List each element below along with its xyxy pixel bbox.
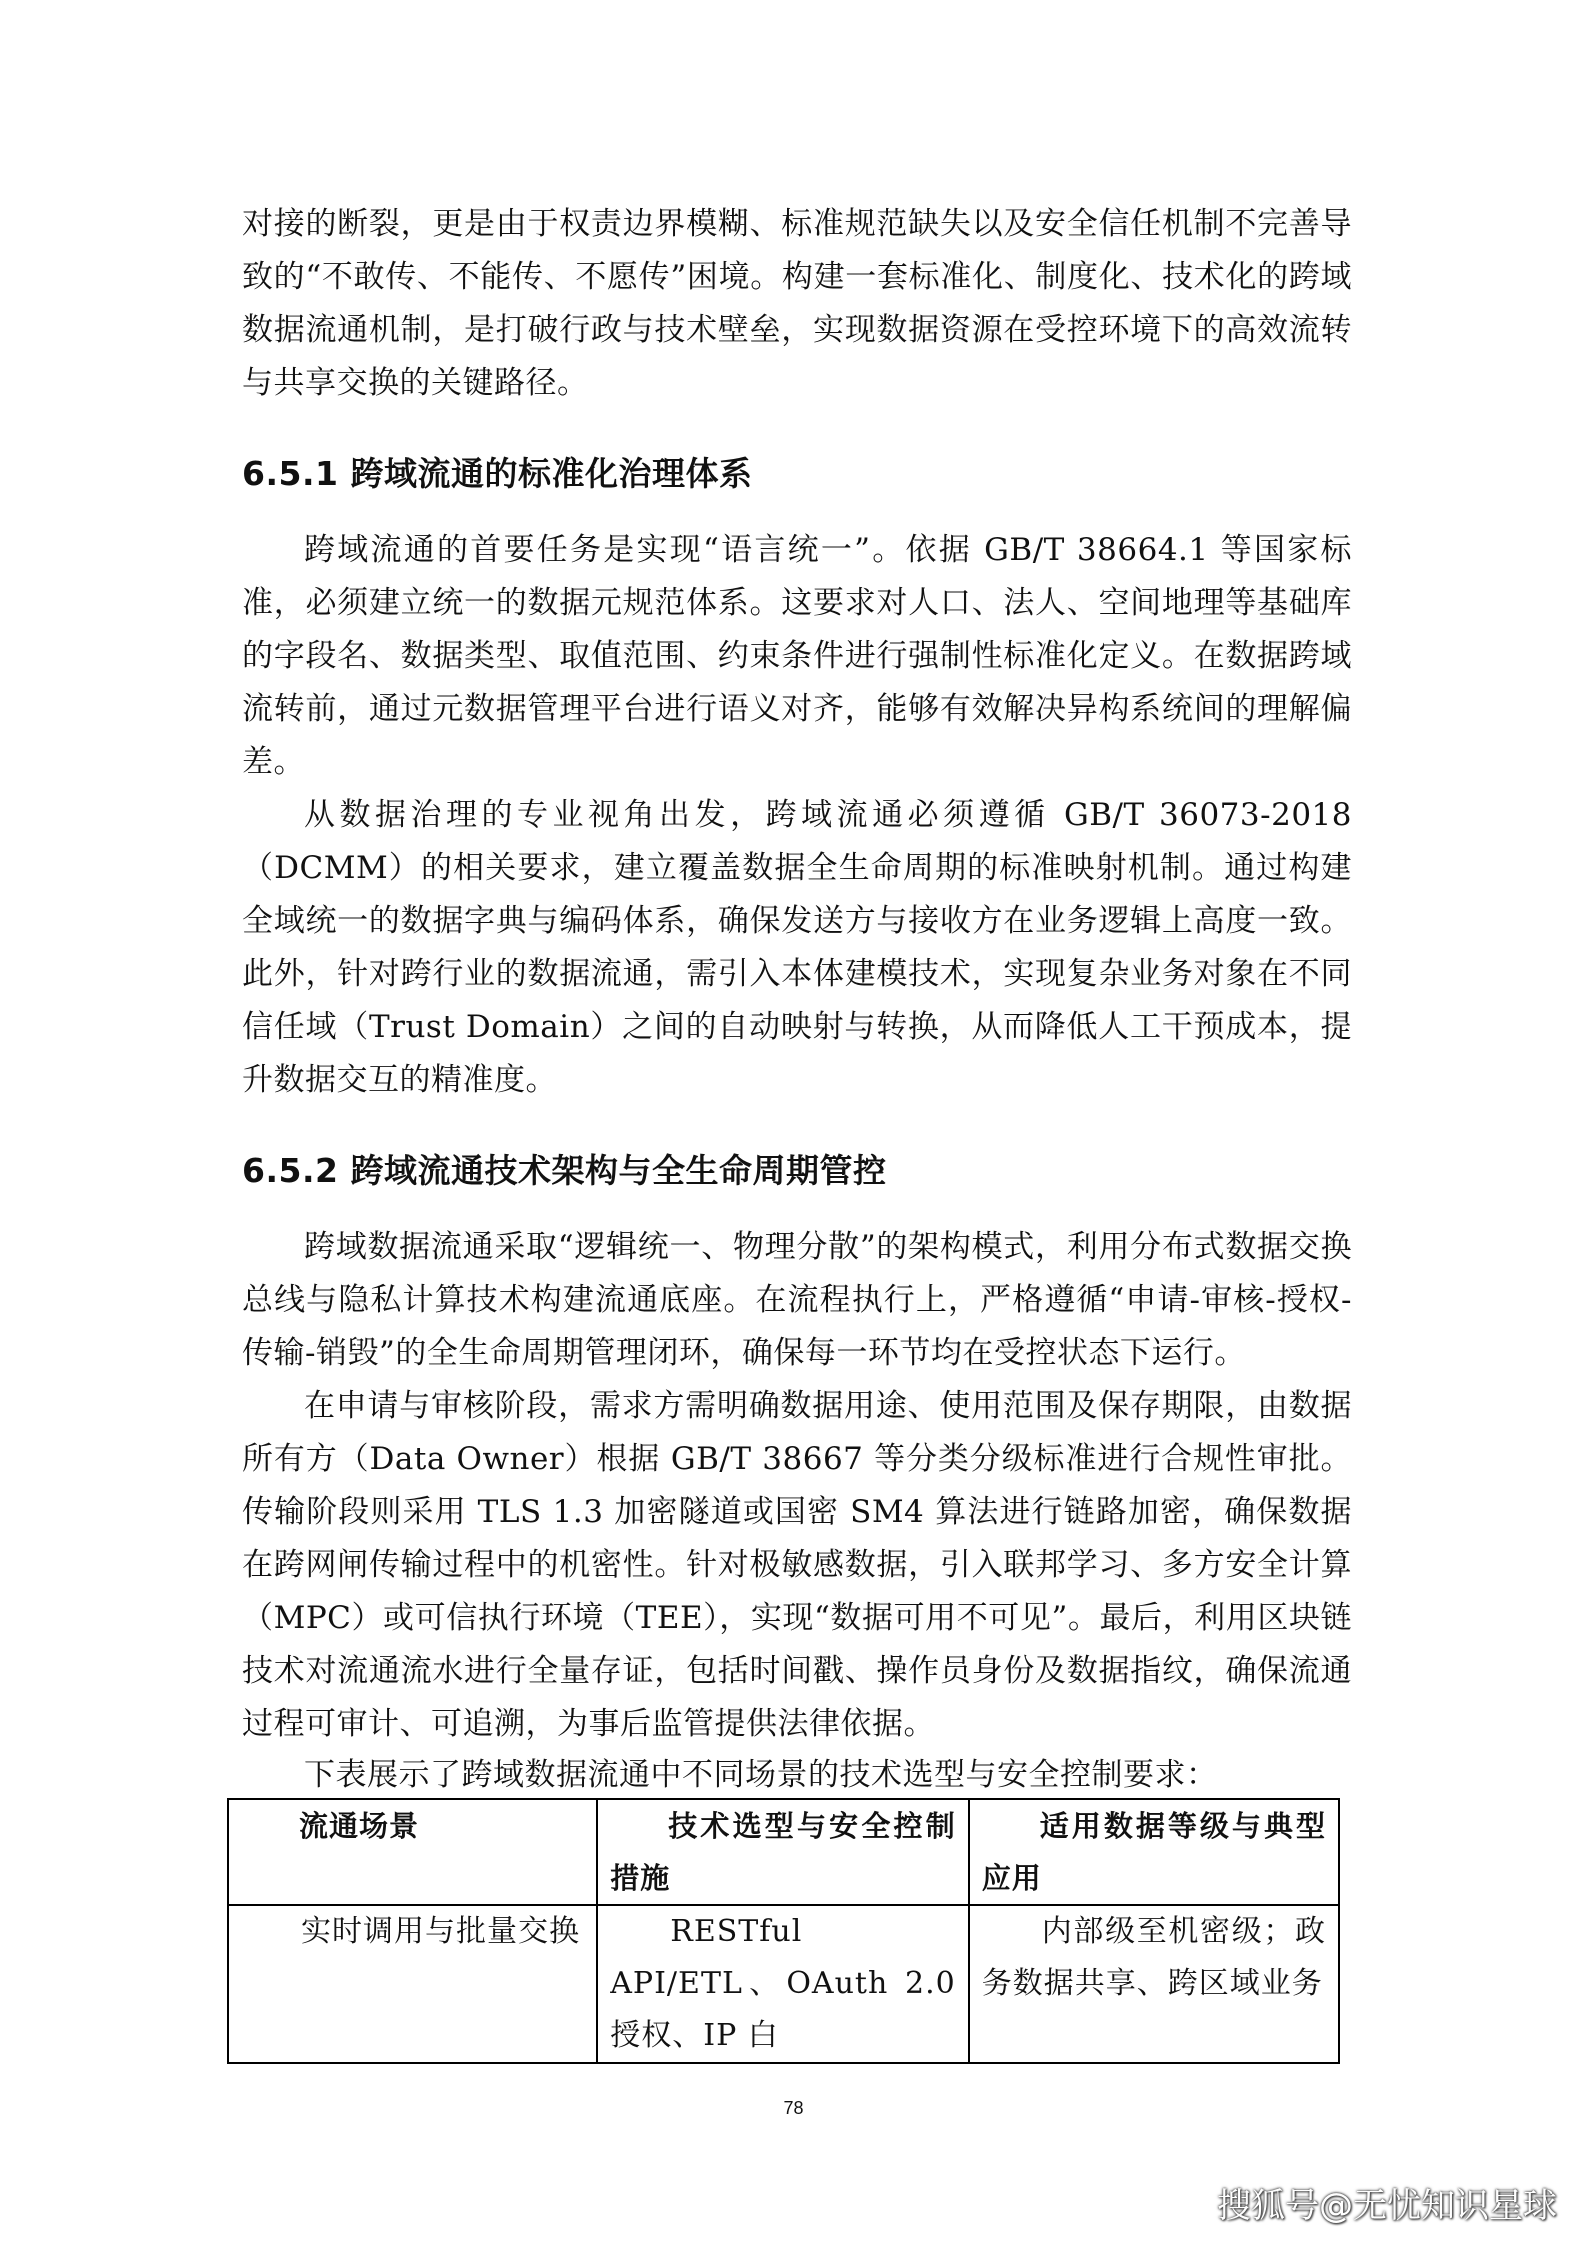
section-heading-6-5-1: 6.5.1 跨域流通的标准化治理体系	[242, 454, 753, 493]
table-intro-paragraph: 下表展示了跨域数据流通中不同场景的技术选型与安全控制要求：	[304, 1757, 1218, 1793]
watermark: 搜狐号@无忧知识星球	[1217, 2186, 1557, 2226]
scenario-table	[227, 1798, 1340, 2064]
table-cell: RESTful API/ETL、OAuth 2.0 授权、IP 白	[597, 1905, 969, 2063]
page-number: 78	[783, 2098, 804, 2118]
table-header-cell: 技术选型与安全控制措施	[597, 1799, 969, 1905]
table-cell: 实时调用与批量交换	[228, 1905, 597, 2063]
intro-paragraph: 对接的断裂，更是由于权责边界模糊、标准规范缺失以及安全信任机制不完善导致的“不敢传、不能传、不愿传”困境。构建一套标准化、制度化、技术化的跨域数据流通机制，是打破行政与技术壁垒，实现数据资源在受控环境下的高效流转与共享交换的关键路径。	[242, 206, 1352, 401]
section1-paragraph-1: 跨域流通的首要任务是实现“语言统一”。依据 GB/T 38664.1 等国家标准，必须建立统一的数据元规范体系。这要求对人口、法人、空间地理等基础库的字段名、数据类型、取值范围、约束条件进行强制性标准化定义。在数据跨域流转前，通过元数据管理平台进行语义对齐，能够有效解决异构系统间的理解偏差。	[242, 532, 1352, 780]
section1-paragraph-2: 从数据治理的专业视角出发，跨域流通必须遵循 GB/T 36073-2018（DCMM）的相关要求，建立覆盖数据全生命周期的标准映射机制。通过构建全域统一的数据字典与编码体系，确保发送方与接收方在业务逻辑上高度一致。此外，针对跨行业的数据流通，需引入本体建模技术，实现复杂业务对象在不同信任域（Trust Domain）之间的自动映射与转换，从而降低人工干预成本，提升数据交互的精准度。	[242, 797, 1352, 1098]
table-header-cell: 流通场景	[228, 1799, 597, 1905]
section2-paragraph-1: 跨域数据流通采取“逻辑统一、物理分散”的架构模式，利用分布式数据交换总线与隐私计算技术构建流通底座。在流程执行上，严格遵循“申请-审核-授权-传输-销毁”的全生命周期管理闭环，确保每一环节均在受控状态下运行。	[242, 1229, 1352, 1371]
table-row	[228, 1905, 1339, 2063]
section2-paragraph-2: 在申请与审核阶段，需求方需明确数据用途、使用范围及保存期限，由数据所有方（Data Owner）根据 GB/T 38667 等分类分级标准进行合规性审批。传输阶段则采用 TLS 1.3 加密隧道或国密 SM4 算法进行链路加密，确保数据在跨网闸传输过程中的机密性。针对极敏感数据，引入联邦学习、多方安全计算（MPC）或可信执行环境（TEE），实现“数据可用不可见”。最后，利用区块链技术对流通流水进行全量存证，包括时间戳、操作员身份及数据指纹，确保流通过程可审计、可追溯，为事后监管提供法律依据。	[242, 1388, 1352, 1742]
page-content	[242, 198, 1352, 1800]
table-header-cell: 适用数据等级与典型应用	[969, 1799, 1339, 1905]
section-heading-6-5-2: 6.5.2 跨域流通技术架构与全生命周期管控	[242, 1151, 887, 1190]
table-header-row	[228, 1799, 1339, 1905]
table-cell: 内部级至机密级；政务数据共享、跨区域业务	[969, 1905, 1339, 2063]
